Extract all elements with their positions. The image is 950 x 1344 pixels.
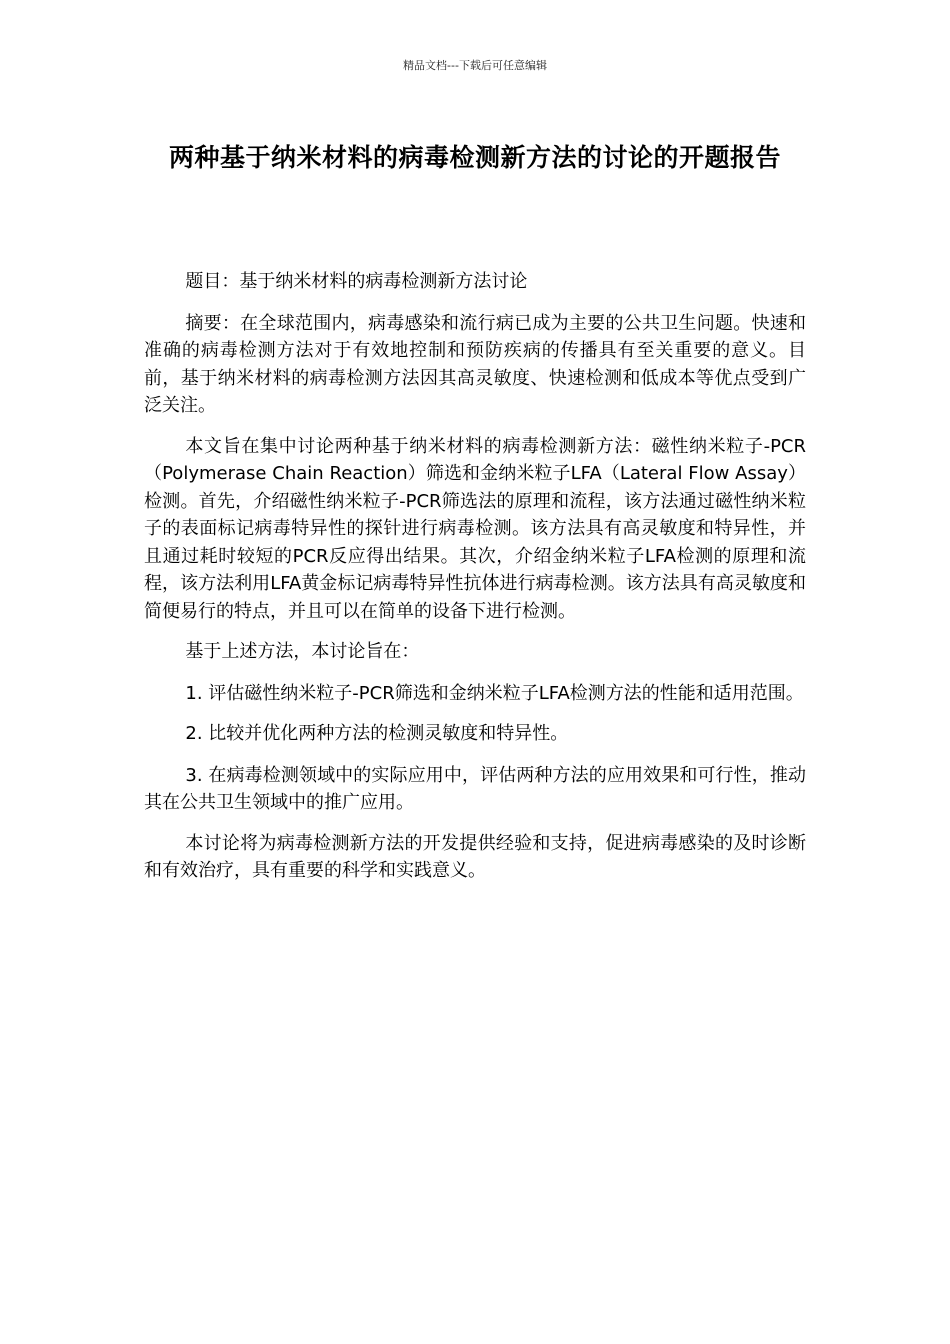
document-title: 两种基于纳米材料的病毒检测新方法的讨论的开题报告 — [168, 143, 781, 172]
conclusion-paragraph: 本讨论将为病毒检测新方法的开发提供经验和支持，促进病毒感染的及时诊断和有效治疗，具有重要的科学和实践意义。 — [144, 832, 806, 881]
header-note: 精品文档---下载后可任意编辑 — [403, 59, 547, 72]
aim-item-1: 1. 评估磁性纳米粒子-PCR筛选和金纳米粒子LFA检测方法的性能和适用范围。 — [185, 682, 804, 704]
body-paragraph-methods: 本文旨在集中讨论两种基于纳米材料的病毒检测新方法：磁性纳米粒子-PCR（Polymerase Chain Reaction）筛选和金纳米粒子LFA（Lateral Flow Assay）检测。首先，介绍磁性纳米粒子-PCR筛选法的原理和流程，该方法通过磁性纳米粒子的表面标记病毒特异性的探针进行病毒检测。该方法具有高灵敏度和特异性，并且通过耗时较短的PCR反应得出结果。其次，介绍金纳米粒子LFA检测的原理和流程，该方法利用LFA黄金标记病毒特异性抗体进行病毒检测。该方法具有高灵敏度和简便易行的特点，并且可以在简单的设备下进行检测。 — [144, 435, 806, 622]
abstract-paragraph: 摘要：在全球范围内，病毒感染和流行病已成为主要的公共卫生问题。快速和准确的病毒检测方法对于有效地控制和预防疾病的传播具有至关重要的意义。目前，基于纳米材料的病毒检测方法因其高灵敏度、快速检测和低成本等优点受到广泛关注。 — [144, 312, 806, 416]
document-body — [144, 268, 806, 898]
aim-item-2: 2. 比较并优化两种方法的检测灵敏度和特异性。 — [185, 723, 569, 744]
aims-intro-paragraph: 基于上述方法，本讨论旨在： — [185, 641, 420, 662]
aim-item-3: 3. 在病毒检测领域中的实际应用中，评估两种方法的应用效果和可行性，推动其在公共卫生领域中的推广应用。 — [144, 764, 806, 813]
topic-paragraph: 题目：基于纳米材料的病毒检测新方法讨论 — [185, 271, 528, 292]
